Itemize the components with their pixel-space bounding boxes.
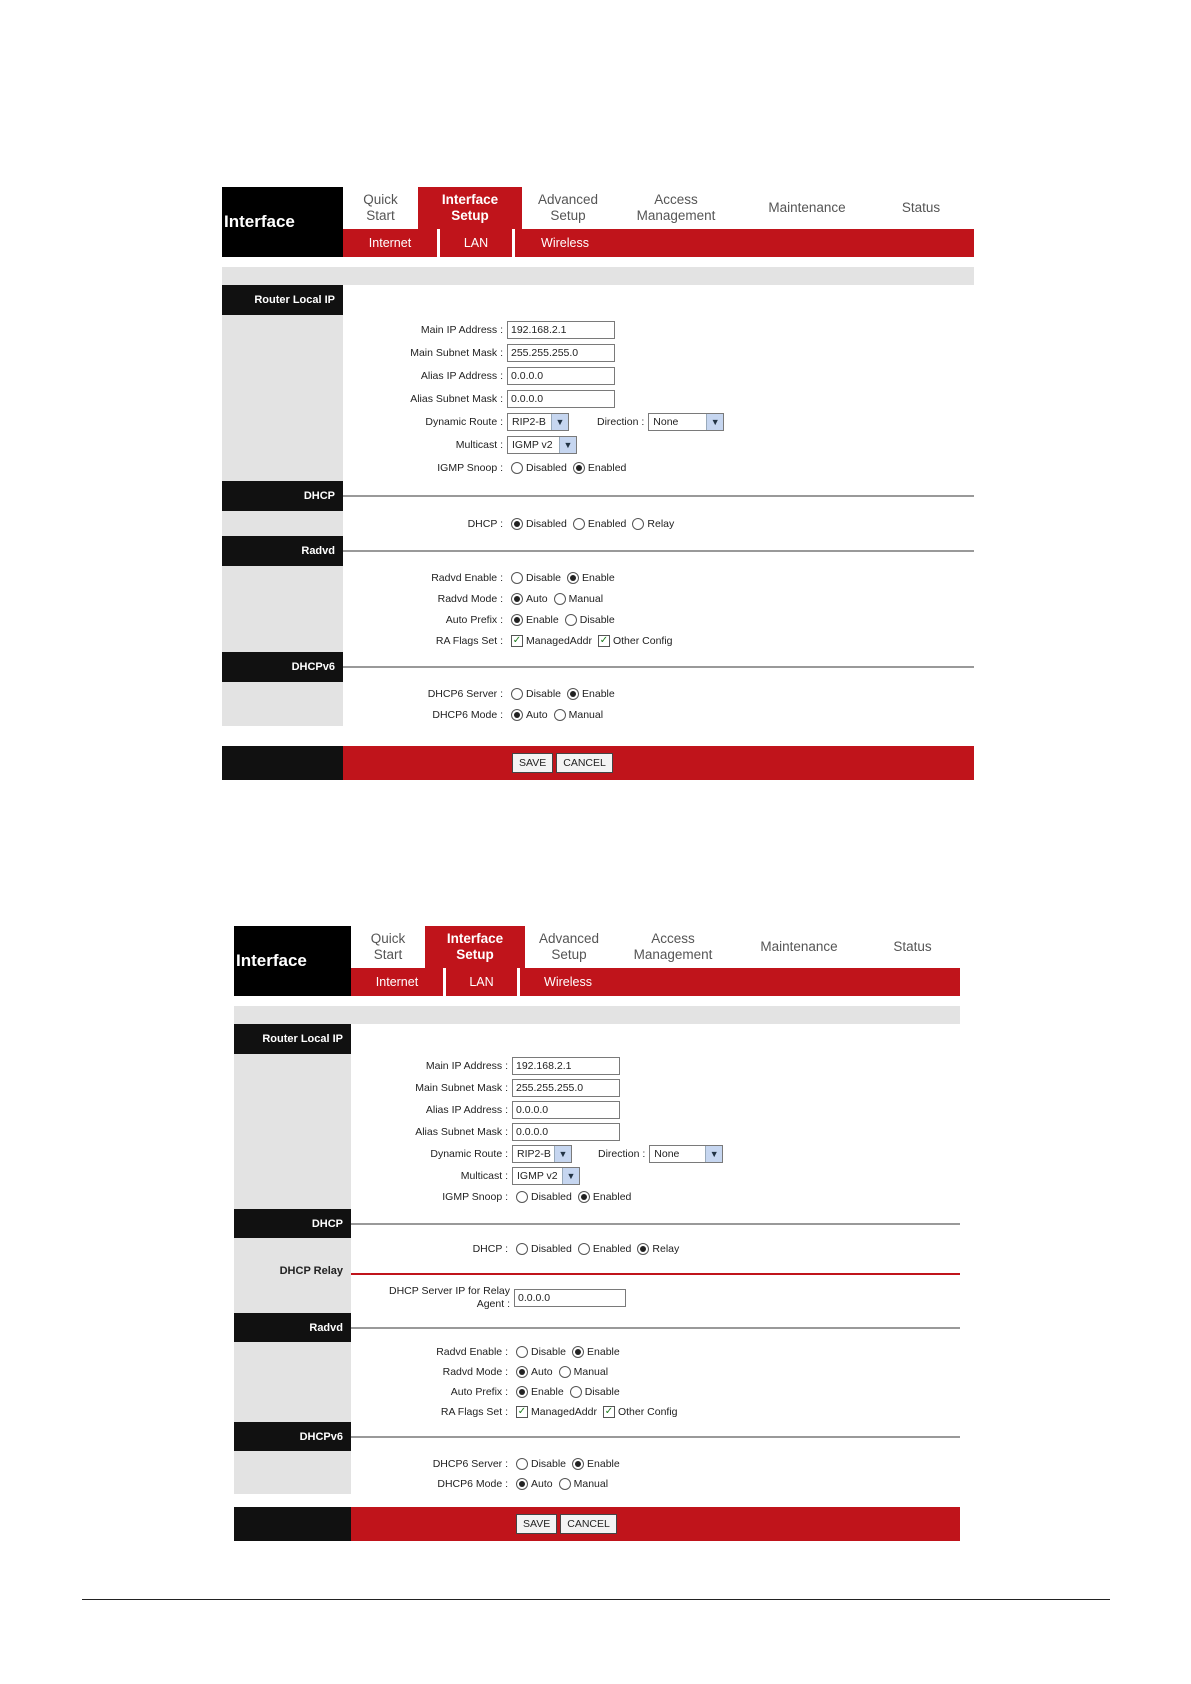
section-title: DHCP xyxy=(234,1209,351,1238)
alias-ip-input[interactable] xyxy=(512,1101,620,1119)
save-button[interactable]: SAVE xyxy=(512,753,553,773)
igmp-enabled-radio[interactable] xyxy=(578,1191,590,1203)
dhcp6-enable-radio[interactable] xyxy=(572,1458,584,1470)
dhcp6-mode-label: DHCP6 Mode : xyxy=(432,708,503,721)
subnav-lan[interactable]: LAN xyxy=(469,975,494,989)
prefix-enable-radio[interactable] xyxy=(516,1386,528,1398)
section-radvd xyxy=(234,1313,960,1342)
section-dhcp xyxy=(234,1209,960,1238)
brand-title: Interface xyxy=(234,926,351,996)
header xyxy=(222,187,974,257)
tab-access-management[interactable]: Access Management xyxy=(636,192,716,223)
cancel-button[interactable]: CANCEL xyxy=(556,753,613,773)
sub-nav xyxy=(351,968,960,996)
dhcp6-server-label: DHCP6 Server : xyxy=(427,687,503,700)
other-config-checkbox[interactable]: ✓ xyxy=(599,634,609,646)
multicast-label: Multicast : xyxy=(460,1169,508,1182)
dhcp6-enable-radio[interactable] xyxy=(567,688,579,700)
igmp-disabled-radio[interactable] xyxy=(511,462,523,474)
main-ip-input[interactable] xyxy=(507,321,615,339)
alias-mask-input[interactable] xyxy=(507,390,615,408)
igmp-snoop-label: IGMP Snoop : xyxy=(442,1191,508,1203)
screenshot-lan-dhcp-relay: Interface Quick Start Interface Setup Advanced Setup Access Management Maintenance Status Internet LAN Wireless Router Local IP Main IP Address : 192.168.2.1 Main Subnet Mask : 255.255.255.0 Alias IP Address : 0.0.0.0 Alias Subnet Mask : 0.0.0.0 Dynamic Route : RIP2-B ▼ Direction : None ▼ Multicast : IGMP v2 ▼ IGMP Snoop : Disabled Enabled DHCP DHCP : Disabled Enabled Relay DHCP Relay DHCP Server IP for Relay Agent : 0.0.0.0 Radvd Radvd Enable : Disable Enable Radvd Mode : Auto Manual Auto Prefix : Enable Disable RA Flags Set : ✓ ManagedAddr ✓ Other Config DHCPv6 DHCP6 Server : Disable Enable DHCP6 Mode : Auto Manual SAVE CANCEL xyxy=(234,926,960,1538)
auto-prefix-label: Auto Prefix : xyxy=(450,1386,508,1398)
section-title: DHCP xyxy=(222,481,343,511)
tab-status[interactable]: Status xyxy=(893,939,932,954)
alias-ip-label: Alias IP Address : xyxy=(420,369,503,382)
dhcp6-disable-radio[interactable] xyxy=(511,688,523,700)
tab-advanced-setup[interactable]: Advanced Setup xyxy=(537,192,599,223)
chevron-down-icon: ▼ xyxy=(554,1146,571,1162)
section-title: DHCP Relay xyxy=(234,1259,351,1283)
subnav-wireless[interactable]: Wireless xyxy=(544,975,592,989)
main-ip-label: Main IP Address : xyxy=(420,323,503,336)
direction-select[interactable]: None ▼ xyxy=(648,413,724,431)
main-mask-label: Main Subnet Mask : xyxy=(410,346,503,359)
dhcp6-auto-radio[interactable] xyxy=(516,1478,528,1490)
radvd-disable-radio[interactable] xyxy=(511,572,523,584)
radvd-mode-label: Radvd Mode : xyxy=(442,1366,508,1378)
chevron-down-icon: ▼ xyxy=(706,414,723,430)
section-router-local-ip xyxy=(234,1024,960,1054)
chevron-down-icon: ▼ xyxy=(551,414,568,430)
igmp-disabled-radio[interactable] xyxy=(516,1191,528,1203)
dhcp-label: DHCP : xyxy=(472,1242,508,1255)
footer-bar xyxy=(222,746,974,780)
header xyxy=(234,926,960,996)
section-dhcpv6 xyxy=(234,1422,960,1451)
tab-maintenance[interactable]: Maintenance xyxy=(768,200,846,215)
tab-interface-setup[interactable]: Interface Setup xyxy=(418,187,522,229)
dynamic-route-label: Dynamic Route : xyxy=(425,415,503,428)
relay-server-label: DHCP Server IP for Relay Agent : xyxy=(389,1285,510,1310)
igmp-enabled-radio[interactable] xyxy=(573,462,585,474)
other-config-checkbox[interactable]: ✓ xyxy=(604,1406,614,1417)
tab-status[interactable]: Status xyxy=(901,200,941,215)
grey-strip xyxy=(222,267,974,285)
multicast-select[interactable]: IGMP v2 ▼ xyxy=(507,436,577,454)
igmp-snoop-label: IGMP Snoop : xyxy=(437,461,503,474)
brand-title: Interface xyxy=(222,187,343,257)
radvd-enable-label: Radvd Enable : xyxy=(436,1346,508,1358)
dhcp6-manual-radio[interactable] xyxy=(559,1478,571,1490)
dynamic-route-label: Dynamic Route : xyxy=(430,1148,508,1160)
ra-flags-label: RA Flags Set : xyxy=(435,634,503,647)
radvd-enable-radio[interactable] xyxy=(567,572,579,584)
tab-quick-start[interactable]: Quick Start xyxy=(370,931,406,962)
relay-server-ip-input[interactable] xyxy=(514,1289,626,1307)
dynamic-route-select[interactable]: RIP2-B ▼ xyxy=(512,1145,572,1163)
managed-addr-checkbox[interactable]: ✓ xyxy=(512,634,522,646)
tab-quick-start[interactable]: Quick Start xyxy=(363,192,398,223)
tab-advanced-setup[interactable]: Advanced Setup xyxy=(538,931,600,962)
radvd-auto-radio[interactable] xyxy=(516,1366,528,1378)
radvd-manual-radio[interactable] xyxy=(554,593,566,605)
radvd-enable-radio[interactable] xyxy=(572,1346,584,1358)
dhcp6-manual-radio[interactable] xyxy=(554,709,566,721)
alias-mask-input[interactable] xyxy=(512,1123,620,1141)
section-radvd xyxy=(222,536,974,566)
section-title: Router Local IP xyxy=(222,285,343,315)
subnav-internet[interactable]: Internet xyxy=(375,975,419,989)
subnav-lan[interactable]: LAN xyxy=(463,236,489,250)
dhcp-disabled-radio[interactable] xyxy=(511,518,523,530)
alias-mask-label: Alias Subnet Mask : xyxy=(415,1126,508,1138)
footer-bar xyxy=(234,1507,960,1541)
section-title: DHCPv6 xyxy=(222,652,343,682)
tab-interface-setup[interactable]: Interface Setup xyxy=(425,926,525,968)
dhcp-label: DHCP : xyxy=(467,517,503,530)
auto-prefix-label: Auto Prefix : xyxy=(445,613,503,626)
direction-label: Direction : xyxy=(598,1148,646,1160)
dhcp-relay-radio[interactable] xyxy=(632,518,644,530)
alias-mask-label: Alias Subnet Mask : xyxy=(410,392,503,405)
section-title: Radvd xyxy=(222,536,343,566)
main-ip-input[interactable] xyxy=(512,1057,620,1075)
main-mask-input[interactable] xyxy=(507,344,615,362)
chevron-down-icon: ▼ xyxy=(559,437,576,453)
multicast-label: Multicast : xyxy=(455,438,503,451)
section-title: DHCPv6 xyxy=(234,1422,351,1451)
subnav-internet[interactable]: Internet xyxy=(368,236,412,250)
dhcp-disabled-radio[interactable] xyxy=(516,1243,528,1255)
radvd-manual-radio[interactable] xyxy=(559,1366,571,1378)
section-dhcpv6 xyxy=(222,652,974,682)
screenshot-lan-dhcp-disabled: Interface Quick Start Interface Setup Advanced Setup Access Management Maintenance Status Internet LAN Wireless Router Local IP Main IP Address : 192.168.2.1 Main Subnet Mask : 255.255.255.0 Alias IP Address : 0.0.0.0 Alias Subnet Mask : 0.0.0.0 Dynamic Route : RIP2-B ▼ Direction : None ▼ Multicast : IGMP v2 ▼ IGMP Snoop : Disabled Enabled DHCP DHCP : Disabled Enabled Relay Radvd Radvd Enable : Disable Enable Radvd Mode : Auto Manual Auto Prefix : Enable Disable RA Flags Set : ✓ ManagedAddr ✓ Other Config DHCPv6 DHCP6 Server : Disable Enable DHCP6 Mode : Auto Manual SAVE CANCEL xyxy=(222,187,974,771)
chevron-down-icon: ▼ xyxy=(705,1146,722,1162)
save-button[interactable]: SAVE xyxy=(516,1514,557,1534)
direction-select[interactable]: None ▼ xyxy=(649,1145,723,1163)
subnav-wireless[interactable]: Wireless xyxy=(541,236,589,250)
dhcp-enabled-radio[interactable] xyxy=(573,518,585,530)
main-mask-input[interactable] xyxy=(512,1079,620,1097)
managed-addr-checkbox[interactable]: ✓ xyxy=(517,1406,527,1417)
cancel-button[interactable]: CANCEL xyxy=(560,1514,617,1534)
prefix-disable-radio[interactable] xyxy=(565,614,577,626)
radvd-auto-radio[interactable] xyxy=(511,593,523,605)
section-dhcp-relay xyxy=(234,1259,960,1283)
page-footer-rule xyxy=(82,1599,1110,1600)
dynamic-route-select[interactable]: RIP2-B ▼ xyxy=(507,413,569,431)
section-title: Router Local IP xyxy=(234,1024,351,1054)
dhcp6-server-label: DHCP6 Server : xyxy=(432,1458,508,1470)
dhcp6-auto-radio[interactable] xyxy=(511,709,523,721)
radvd-disable-radio[interactable] xyxy=(516,1346,528,1358)
section-router-local-ip xyxy=(222,285,974,315)
tab-access-management[interactable]: Access Management xyxy=(633,931,713,962)
section-title: Radvd xyxy=(234,1313,351,1342)
radvd-mode-label: Radvd Mode : xyxy=(437,592,503,605)
grey-strip xyxy=(234,1006,960,1024)
top-nav xyxy=(351,926,960,968)
multicast-select[interactable]: IGMP v2 ▼ xyxy=(512,1167,580,1185)
main-ip-label: Main IP Address : xyxy=(425,1060,508,1072)
dhcp6-mode-label: DHCP6 Mode : xyxy=(437,1478,508,1490)
sub-nav xyxy=(343,229,974,257)
direction-label: Direction : xyxy=(597,415,645,428)
radvd-enable-label: Radvd Enable : xyxy=(431,571,503,584)
prefix-disable-radio[interactable] xyxy=(570,1386,582,1398)
dhcp6-disable-radio[interactable] xyxy=(516,1458,528,1470)
top-nav xyxy=(343,187,974,229)
alias-ip-input[interactable] xyxy=(507,367,615,385)
main-mask-label: Main Subnet Mask : xyxy=(415,1082,508,1094)
dhcp-relay-radio[interactable] xyxy=(637,1243,649,1255)
tab-maintenance[interactable]: Maintenance xyxy=(760,939,838,954)
ra-flags-label: RA Flags Set : xyxy=(440,1406,508,1418)
section-dhcp xyxy=(222,481,974,511)
dhcp-enabled-radio[interactable] xyxy=(578,1243,590,1255)
alias-ip-label: Alias IP Address : xyxy=(425,1104,508,1116)
prefix-enable-radio[interactable] xyxy=(511,614,523,626)
chevron-down-icon: ▼ xyxy=(562,1168,579,1184)
